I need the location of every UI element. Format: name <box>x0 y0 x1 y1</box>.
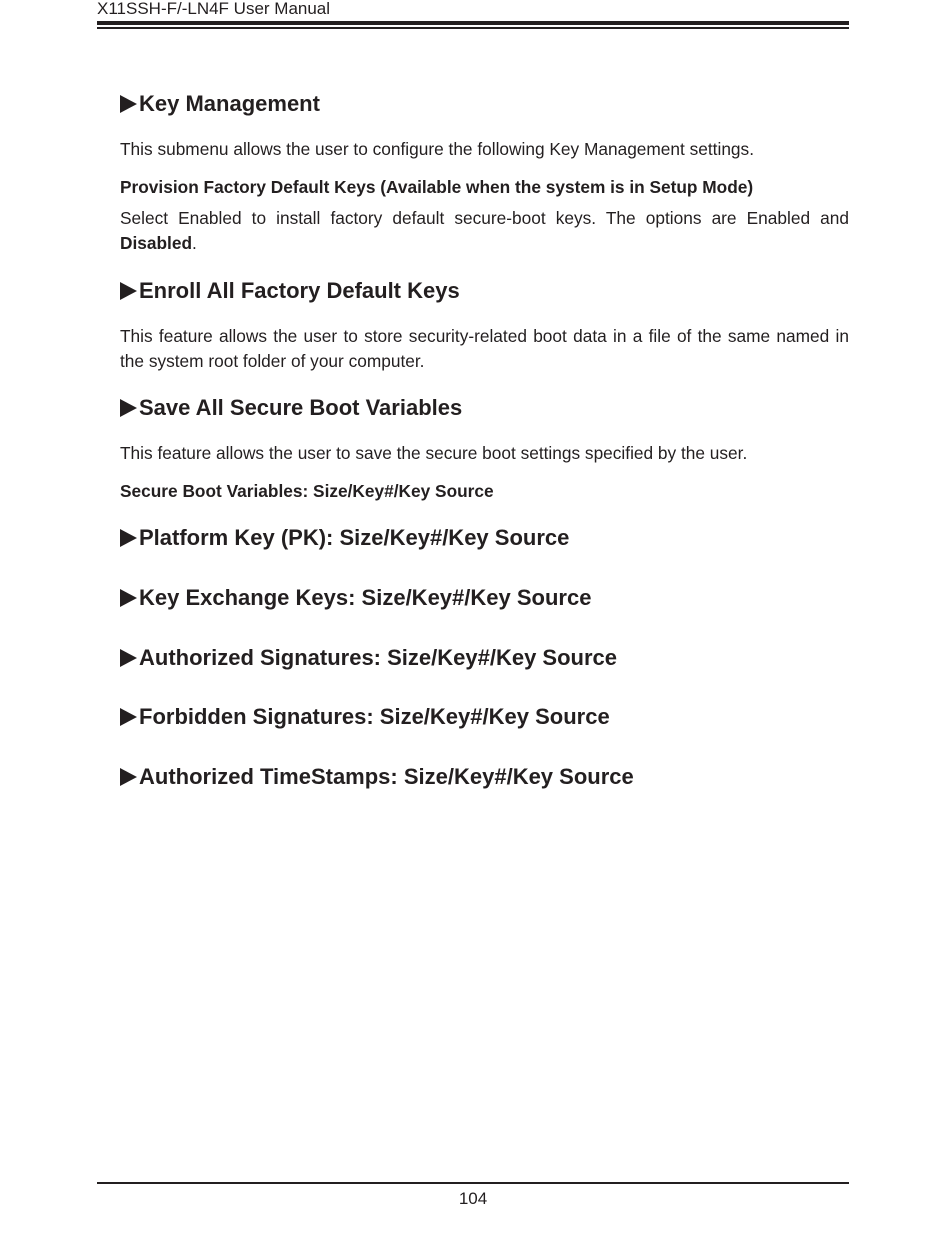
provision-text: Select Enabled to install factory default secure-boot keys. The options are Enabled and <box>120 208 849 228</box>
triangle-right-icon <box>120 649 137 667</box>
save-variables-description: This feature allows the user to save the secure boot settings specified by the user. <box>120 443 748 463</box>
page-number: 104 <box>458 1189 488 1208</box>
heading-text: Enroll All Factory Default Keys <box>139 278 460 303</box>
triangle-right-icon <box>120 708 137 726</box>
footer-rule <box>97 1182 849 1184</box>
heading-text: Authorized TimeStamps: Size/Key#/Key Source <box>139 764 634 789</box>
header-rule-thick <box>97 21 849 25</box>
triangle-right-icon <box>120 768 137 786</box>
triangle-right-icon <box>120 529 137 547</box>
key-management-intro: This submenu allows the user to configure the following Key Management settings. <box>120 139 754 159</box>
triangle-right-icon <box>120 399 137 417</box>
provision-option-disabled: Disabled <box>120 233 193 253</box>
section-heading-authorized-signatures <box>120 645 617 671</box>
triangle-right-icon <box>120 589 137 607</box>
heading-text: Save All Secure Boot Variables <box>139 395 463 420</box>
section-heading-authorized-timestamps <box>120 764 634 790</box>
provision-keys-label: Provision Factory Default Keys (Available when the system is in Setup Mode) <box>120 177 754 197</box>
section-heading-key-exchange-keys <box>120 585 591 611</box>
heading-text: Key Management <box>139 91 320 116</box>
section-heading-save-variables <box>120 395 462 421</box>
section-heading-platform-key <box>120 525 569 551</box>
heading-text: Authorized Signatures: Size/Key#/Key Source <box>139 645 618 670</box>
section-heading-enroll-keys <box>120 278 460 304</box>
heading-text: Platform Key (PK): Size/Key#/Key Source <box>139 525 570 550</box>
secure-boot-variables-label: Secure Boot Variables: Size/Key#/Key Source <box>120 481 494 501</box>
heading-text: Forbidden Signatures: Size/Key#/Key Source <box>139 704 610 729</box>
triangle-right-icon <box>120 282 137 300</box>
header-rule-thin <box>97 27 849 29</box>
manual-title: X11SSH-F/-LN4F User Manual <box>97 0 331 18</box>
section-heading-forbidden-signatures <box>120 704 610 730</box>
enroll-keys-description: This feature allows the user to store security-related boot data in a file of the same named in the system root folder of your computer. <box>120 326 849 371</box>
triangle-right-icon <box>120 95 137 113</box>
provision-text-end: . <box>192 233 197 253</box>
section-heading-key-management <box>120 91 320 117</box>
provision-keys-description <box>120 206 849 256</box>
heading-text: Key Exchange Keys: Size/Key#/Key Source <box>139 585 592 610</box>
